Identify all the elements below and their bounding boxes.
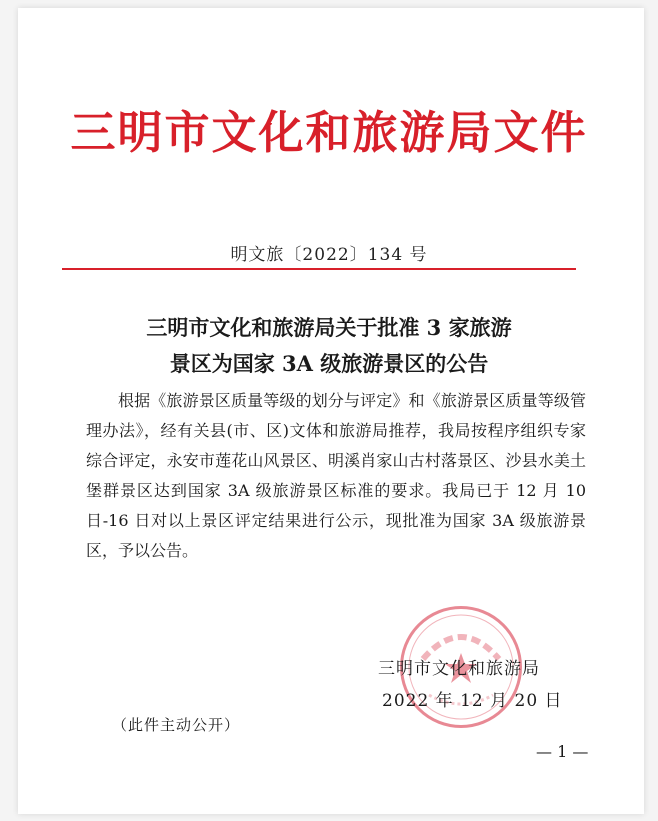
title-line-1: 三明市文化和旅游局关于批准 3 家旅游 xyxy=(146,315,512,340)
page-number: — 1 — xyxy=(536,742,589,761)
signature-organization: 三明市文化和旅游局 xyxy=(378,659,540,679)
signature-date: 2022 年 12 月 20 日 xyxy=(382,691,563,711)
body-paragraph: 根据《旅游景区质量等级的划分与评定》和《旅游景区质量等级管理办法》，经有关县(市、区)文体和旅游局推荐，我局按程序组织专家综合评定，永安市莲花山风景区、明溪肖家山古村落景区、沙县水美土堡群景区达到国家 3A 级旅游景区标准的要求。我局已于 12 月 10 日-16 日对以上景区评定结果进行公示，现批准为国家 3A 级旅游景区，予以公告。 xyxy=(86,391,586,560)
notice-title xyxy=(0,310,658,382)
document-masthead: 三明市文化和旅游局文件 xyxy=(70,106,588,159)
title-line-2: 景区为国家 3A 级旅游景区的公告 xyxy=(169,351,489,376)
masthead-divider xyxy=(62,268,576,270)
public-disclosure-note: （此件主动公开） xyxy=(112,716,241,734)
notice-body xyxy=(86,386,586,566)
document-number: 明文旅〔2022〕134 号 xyxy=(230,245,428,265)
